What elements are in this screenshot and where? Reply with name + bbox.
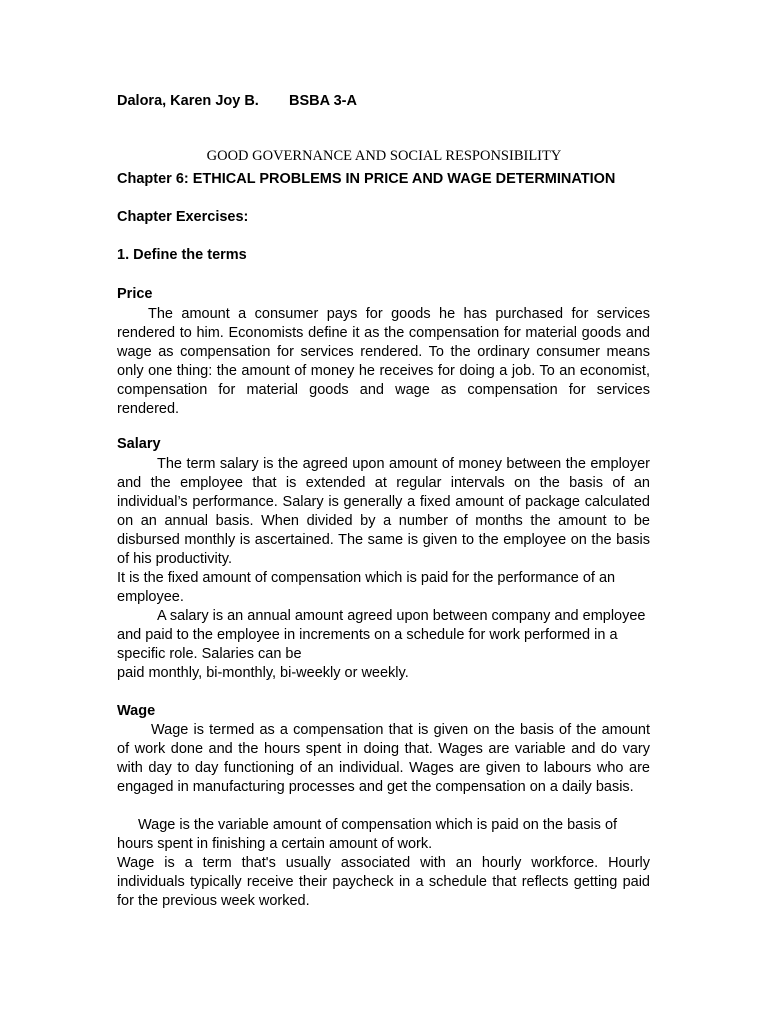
chapter-title: Chapter 6: ETHICAL PROBLEMS IN PRICE AND WAGE DETERMINATION xyxy=(117,171,616,187)
salary-paragraph: It is the fixed amount of compensation which is paid for the performance of an employee. xyxy=(117,570,616,605)
wage-heading: Wage xyxy=(117,703,156,719)
price-heading: Price xyxy=(117,286,153,302)
wage-paragraph: Wage is a term that's usually associated with an hourly workforce. Hourly individuals typically receive their paycheck in a schedule that reflects getting paid for the previous week worked. xyxy=(117,855,650,909)
wage-paragraph: Wage is the variable amount of compensation which is paid on the basis of hours spent in finishing a certain amount of work. xyxy=(117,817,618,852)
salary-heading: Salary xyxy=(117,436,161,452)
wage-paragraph: Wage is termed as a compensation that is given on the basis of the amount of work done and the hours spent in doing that. Wages are variable and do vary with day to day functioning of an individual. Wages are given to labours who are engaged in manufacturing processes and get the compensation on a daily basis. xyxy=(117,722,650,795)
define-terms-heading: 1. Define the terms xyxy=(117,247,247,263)
salary-paragraph: paid monthly, bi-monthly, bi-weekly or weekly. xyxy=(117,665,409,681)
student-name: Dalora, Karen Joy B. xyxy=(117,93,259,109)
salary-paragraph: The term salary is the agreed upon amount of money between the employer and the employee that is extended at regular intervals on the basis of an individual’s performance. Salary is generally a fixed amount of package calculated on an annual basis. When divided by a number of months the amount to be disbursed monthly is ascertained. The same is given to the employee on the basis of his productivity. xyxy=(117,456,650,567)
student-class: BSBA 3-A xyxy=(289,93,357,109)
salary-paragraph: A salary is an annual amount agreed upon between company and employee and paid to the employee in increments on a schedule for work performed in a specific role. Salaries can be xyxy=(117,608,646,662)
exercises-heading: Chapter Exercises: xyxy=(117,209,249,225)
course-title: GOOD GOVERNANCE AND SOCIAL RESPONSIBILITY xyxy=(206,147,562,164)
price-paragraph: The amount a consumer pays for goods he has purchased for services rendered to him. Economists define it as the compensation for material goods and wage as compensation for services rendered. To the ordinary consumer means only one thing: the amount of money he receives for doing a job. To an economist, compensation for material goods and wage as compensation for services rendered. xyxy=(117,306,650,417)
